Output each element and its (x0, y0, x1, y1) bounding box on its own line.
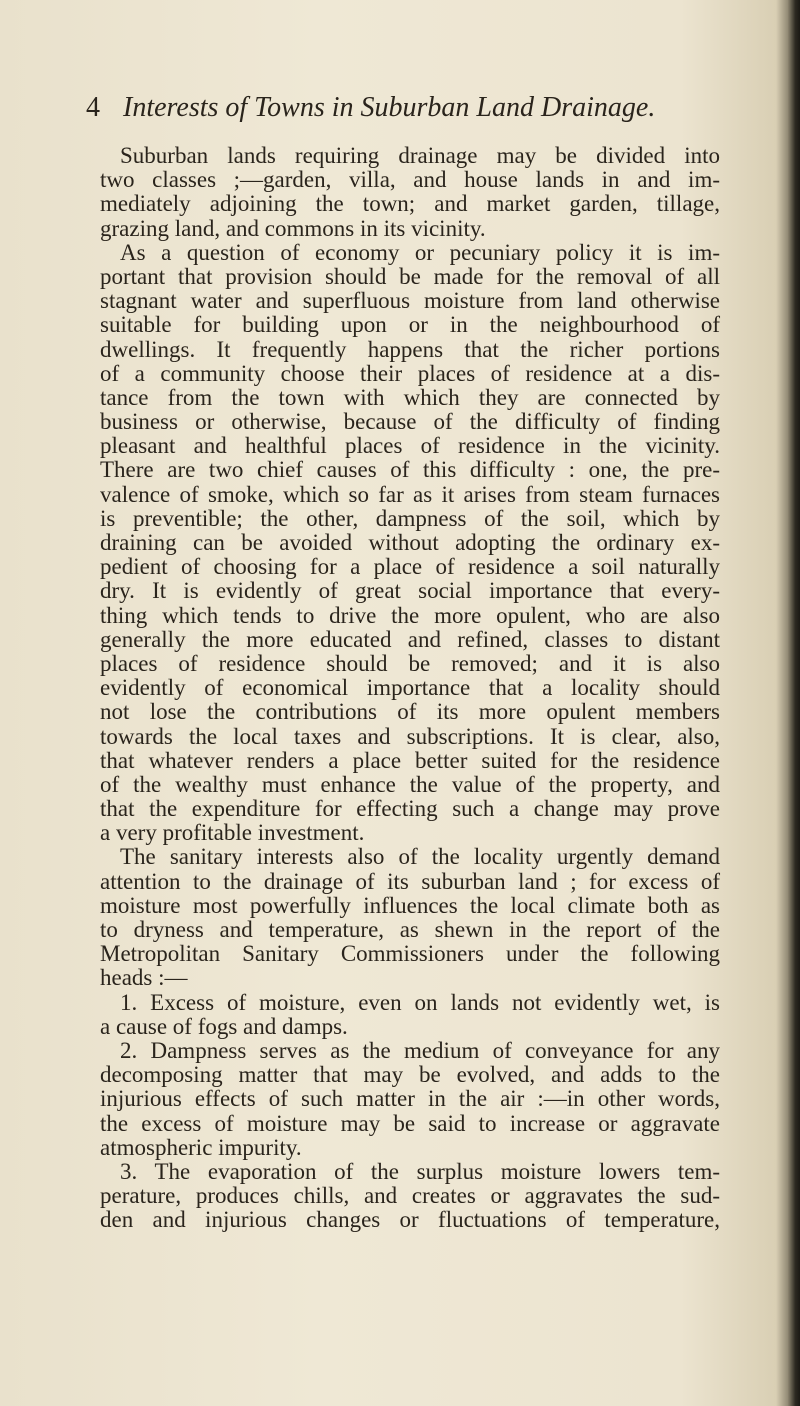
text-line: atmospheric impurity. (100, 1134, 302, 1160)
text-line: to dryness and temperature, as shewn in the report of the (100, 917, 720, 942)
text-line: mediately adjoining the town; and market garden, tillage, (100, 191, 720, 217)
text-line: suitable for building upon or in the neighbourhood of (100, 312, 720, 338)
text-line: dwellings. It frequently happens that the richer portions (100, 336, 720, 362)
text-line: pedient of choosing for a place of residence a soil naturally (100, 554, 720, 580)
text-line: two classes ;—garden, villa, and house lands in and im- (100, 167, 720, 193)
text-line: As a question of economy or pecuniary policy it is im- (120, 239, 720, 265)
text-line: a very profitable investment. (100, 820, 365, 846)
text-line: Metropolitan Sanitary Commissioners under the following (100, 941, 720, 967)
text-line: pleasant and healthful places of residence in the vicinity. (100, 433, 720, 459)
text-line: business or otherwise, because of the difficulty of finding (100, 409, 720, 435)
text-line: of a community choose their places of residence at a dis- (100, 360, 720, 386)
text-line: that whatever renders a place better suited for the residence (100, 747, 720, 773)
text-line: the excess of moisture may be said to increase or aggravate (100, 1110, 720, 1136)
text-line: moisture most powerfully influences the local climate both as (100, 892, 720, 918)
text-line: is preventible; the other, dampness of the soil, which by (100, 505, 720, 531)
running-header (86, 92, 726, 132)
running-title: Interests of Towns in Suburban Land Drainage. (123, 92, 656, 123)
page-number: 4 (86, 92, 100, 123)
text-line: generally the more educated and refined, classes to distant (100, 626, 720, 652)
text-line: thing which tends to drive the more opulent, who are also (100, 602, 720, 628)
text-line: towards the local taxes and subscriptions. It is clear, also, (100, 723, 720, 749)
text-line: not lose the contributions of its more opulent members (100, 699, 720, 725)
text-line: 3. The evaporation of the surplus moisture lowers tem- (120, 1158, 720, 1184)
text-line: grazing land, and commons in its vicinity. (100, 215, 486, 241)
text-line: decomposing matter that may be evolved, and adds to the (100, 1062, 720, 1088)
text-line: stagnant water and superfluous moisture from land otherwise (100, 288, 720, 314)
text-line: places of residence should be removed; and it is also (100, 650, 720, 676)
text-line: The sanitary interests also of the locality urgently demand (120, 844, 720, 870)
text-line: attention to the drainage of its suburban land ; for excess of (100, 868, 720, 894)
body-text (100, 144, 720, 1232)
text-line: There are two chief causes of this difficulty : one, the pre- (100, 457, 720, 483)
text-line: portant that provision should be made for the removal of all (100, 263, 720, 289)
text-line: dry. It is evidently of great social importance that every- (100, 578, 720, 604)
text-line: perature, produces chills, and creates or aggravates the sud- (100, 1183, 720, 1209)
text-line: heads :— (100, 965, 188, 991)
page-edge-shadow (788, 0, 800, 1406)
text-line: evidently of economical importance that a locality should (100, 675, 720, 701)
text-line: that the expenditure for effecting such a change may prove (100, 796, 720, 822)
text-line: of the wealthy must enhance the value of the property, and (100, 771, 720, 797)
text-line: tance from the town with which they are connected by (100, 384, 720, 410)
text-line: 2. Dampness serves as the medium of conveyance for any (120, 1037, 720, 1063)
text-line: den and injurious changes or fluctuations of temperature, (100, 1207, 720, 1233)
text-line: Suburban lands requiring drainage may be divided into (120, 143, 720, 168)
text-line: a cause of fogs and damps. (100, 1013, 348, 1039)
text-line: valence of smoke, which so far as it arises from steam furnaces (100, 481, 720, 507)
text-line: injurious effects of such matter in the air :—in other words, (100, 1086, 720, 1112)
text-line: draining can be avoided without adopting the ordinary ex- (100, 530, 720, 555)
text-line: 1. Excess of moisture, even on lands not evidently wet, is (120, 989, 720, 1015)
